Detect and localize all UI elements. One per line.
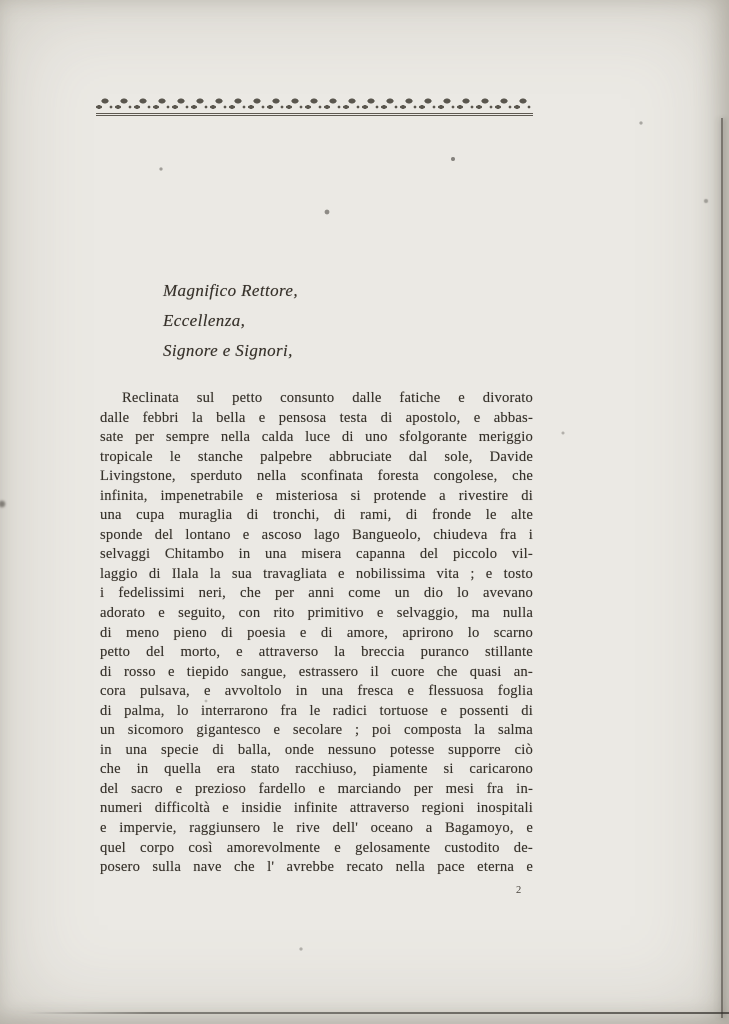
body-line: petto del morto, e attraverso la breccia puranco stillante — [100, 644, 533, 661]
body-line: selvaggi Chitambo in una misera capanna del piccolo vil- — [100, 546, 533, 563]
body-line: quel corpo così amorevolmente e gelosamente custodito de- — [100, 839, 533, 856]
body-line: laggio di Ilala la sua travagliata e nobilissima vita ; e tosto — [100, 565, 533, 582]
body-paragraph — [100, 389, 533, 878]
body-line: infinita, impenetrabile e misteriosa si protende a rivestire di — [100, 487, 533, 504]
scan-speck-artifacts — [0, 0, 2, 2]
body-line: numeri difficoltà e insidie infinite attraverso regioni inospitali — [100, 800, 533, 817]
body-line: di meno pieno di poesia e di amore, aprirono lo scarno — [100, 624, 533, 641]
salutation-line: Signore e Signori, — [163, 341, 293, 360]
body-line: sponde del lontano e ascoso lago Bangueolo, chiudeva fra i — [100, 526, 533, 543]
body-line: Livingstone, sperduto nella sconfinata foresta congolese, che — [100, 468, 533, 485]
page-number: 2 — [516, 885, 522, 896]
body-line: Reclinata sul petto consunto dalle fatiche e divorato — [122, 390, 533, 406]
body-line: i fedelissimi neri, che per anni come un dio lo avevano — [100, 585, 533, 602]
body-line: una cupa muraglia di tronchi, di rami, di fronde le alte — [100, 507, 533, 524]
body-line: di rosso e tiepido sangue, estrassero il cuore che quasi an- — [100, 663, 533, 680]
body-line: adorato e seguito, con rito primitivo e selvaggio, ma nulla — [100, 605, 533, 622]
body-line: del sacro e prezioso fardello e marciando per mesi fra in- — [100, 780, 533, 797]
body-line: posero sulla nave che l' avrebbe recato nella pace eterna e — [100, 859, 533, 876]
body-line: che in quella era stato racchiuso, piamente si caricarono — [100, 761, 533, 778]
body-line: tropicale le stanche palpebre abbruciate dal sole, Davide — [100, 448, 533, 465]
body-line: e impervie, raggiunsero le rive dell' oceano a Bagamoyo, e — [100, 820, 533, 837]
salutation-block — [163, 276, 298, 366]
body-line: dalle febbri la bella e pensosa testa di apostolo, e abbas- — [100, 409, 533, 426]
body-line: sate per sempre nella calda luce di uno sfolgorante meriggio — [100, 429, 533, 446]
salutation-line: Eccellenza, — [163, 311, 246, 330]
body-line: cora pulsava, e avvoltolo in una fresca e flessuosa foglia — [100, 683, 533, 700]
body-line: un sicomoro gigantesco e secolare ; poi composta la salma — [100, 722, 533, 739]
scan-edge-artifact-bottom — [26, 1012, 729, 1014]
body-line: in una specie di balla, onde nessuno potesse supporre ciò — [100, 741, 533, 758]
floral-frieze-ornament-icon — [96, 96, 533, 116]
salutation-line: Magnifico Rettore, — [163, 281, 298, 300]
body-line: di palma, lo interrarono fra le radici tortuose e possenti di — [100, 702, 533, 719]
scan-edge-artifact-right — [721, 118, 723, 1018]
